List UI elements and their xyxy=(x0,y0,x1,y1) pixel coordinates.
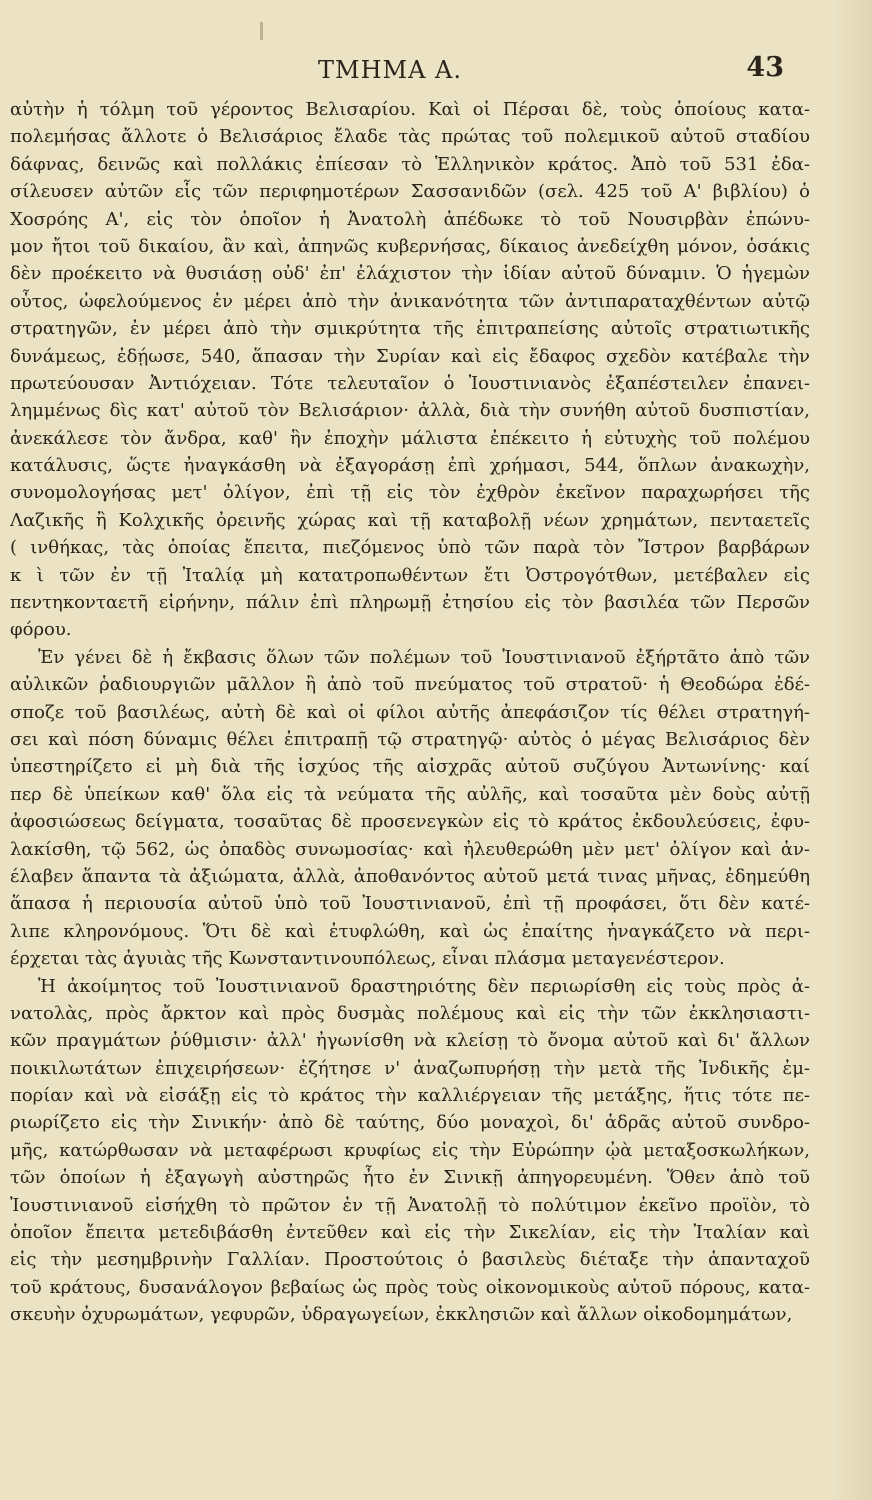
text-line: σει καὶ πόση δύναμις θέλει ἐπιτραπῇ τῷ στρατηγῷ· αὐτὸς ὁ μέγας Βελισάριος δὲν xyxy=(10,728,810,750)
text-line: σκευὴν ὀχυρωμάτων, γεφυρῶν, ὑδραγωγείων, ἐκκλησιῶν καὶ ἄλλων οἰκοδομημάτων, xyxy=(10,1304,793,1326)
paragraph xyxy=(10,973,810,1329)
text-line: πεντηκονταετῆ εἰρήνην, πάλιν ἐπὶ πληρωμῇ ἐτησίου εἰς τὸν βασιλέα τῶν Περσῶν xyxy=(10,592,810,614)
text-line: κ ὶ τῶν ἐν τῇ Ἰταλίᾳ μὴ κατατροπωθέντων ἔτι Ὀστρογότθων, μετέβαλεν εἰς xyxy=(10,564,810,586)
text-line: κατάλυσις, ὥςτε ἠναγκάσθη νὰ ἐξαγοράσῃ ἐπὶ χρήμασι, 544, ὅπλων ἀνακωχὴν, xyxy=(10,455,810,477)
text-line: δάφνας, δεινῶς καὶ πολλάκις ἐπίεσαν τὸ Ἑλληνικὸν κράτος. Ἀπὸ τοῦ 531 ἐδα- xyxy=(10,153,810,175)
text-line: αὐτὴν ἡ τόλμη τοῦ γέροντος Βελισαρίου. Καὶ οἱ Πέρσαι δὲ, τοὺς ὁποίους κατα- xyxy=(10,99,810,120)
text-line: εἰς τὴν μεσημβρινὴν Γαλλίαν. Προστούτοις ὁ βασιλεὺς διέταξε τὴν ἁπανταχοῦ xyxy=(10,1249,810,1271)
page-number: 43 xyxy=(746,52,784,83)
text-line: ποικιλωτάτων ἐπιχειρήσεων· ἐζήτησε ν' ἀναζωπυρήσῃ τὴν μετὰ τῆς Ἰνδικῆς ἐμ- xyxy=(10,1057,810,1079)
text-line: μῆς, κατώρθωσαν νὰ μεταφέρωσι κρυφίως εἰς τὴν Εὐρώπην ᾠὰ μεταξοσκωλήκων, xyxy=(10,1139,810,1161)
text-body xyxy=(10,96,810,1329)
text-line: δὲν προέκειτο νὰ θυσιάσῃ οὐδ' ἐπ' ἐλάχιστον τὴν ἰδίαν αὐτοῦ δύναμιν. Ὁ ἡγεμὼν xyxy=(10,263,810,285)
page-edge-shadow xyxy=(832,0,872,1500)
section-title: ΤΜΗΜΑ Α. xyxy=(318,56,463,84)
text-line: περ δὲ ὑπείκων καθ' ὅλα εἰς τὰ νεύματα τῆς αὐλῆς, καὶ τοσαῦτα μὲν δοὺς αὐτῇ xyxy=(10,783,810,805)
text-line: Χοσρόης Α', εἰς τὸν ὁποῖον ἡ Ἀνατολὴ ἀπέδωκε τὸ τοῦ Νουσιρβὰν ἐπώνυ- xyxy=(10,208,810,230)
text-line: λημμένως δὶς κατ' αὐτοῦ τὸν Βελισάριον· ἀλλὰ, διὰ τὴν συνήθη αὐτοῦ δυσπιστίαν, xyxy=(10,400,810,422)
text-line: Λαζικῆς ἢ Κολχικῆς ὀρεινῆς χώρας καὶ τῇ καταβολῇ νέων χρημάτων, πενταετεῖς xyxy=(10,509,810,531)
text-line: Ἐν γένει δὲ ἡ ἔκβασις ὅλων τῶν πολέμων τοῦ Ἰουστινιανοῦ ἐξήρτᾶτο ἀπὸ τῶν xyxy=(38,646,810,668)
text-line: αὐλικῶν ῥαδιουργιῶν μᾶλλον ἢ ἀπὸ τοῦ πνεύματος τοῦ στρατοῦ· ἡ Θεοδώρα ἐδέ- xyxy=(10,674,810,696)
running-header xyxy=(0,52,872,92)
text-line: λακίσθη, τῷ 562, ὡς ὀπαδὸς συνωμοσίας· καὶ ἠλευθερώθη μὲν μετ' ὀλίγον καὶ ἀν- xyxy=(10,838,810,860)
page-mark xyxy=(260,22,263,40)
text-line: ριωρίζετο εἰς τὴν Σινικήν· ἀπὸ δὲ ταύτης, δύο μοναχοὶ, δι' ἁδρᾶς αὐτοῦ συνδρο- xyxy=(10,1112,810,1134)
text-line: νατολὰς, πρὸς ἄρκτον καὶ πρὸς δυσμὰς πολέμους καὶ εἰς τὴν τῶν ἐκκλησιαστι- xyxy=(10,1002,810,1024)
text-line: έλαβεν ἅπαντα τὰ ἀξιώματα, ἀλλὰ, ἀποθανόντος αὐτοῦ μετά τινας μῆνας, ἐδημεύθη xyxy=(10,865,810,887)
text-line: συνομολογήσας μετ' ὀλίγον, ἐπὶ τῇ εἰς τὸν ἐχθρὸν ἐκεῖνον παραχωρήσει τῆς xyxy=(10,482,810,504)
text-line: ἅπασα ἡ περιουσία αὐτοῦ ὑπὸ τοῦ Ἰουστινιανοῦ, ἐπὶ τῇ προφάσει, ὅτι δὲν κατέ- xyxy=(10,893,810,915)
text-line: τῶν ὁποίων ἡ ἐξαγωγὴ αὐστηρῶς ἦτο ἐν Σινικῇ ἀπηγορευμένη. Ὅθεν ἀπὸ τοῦ xyxy=(10,1167,810,1189)
text-line: ἀνεκάλεσε τὸν ἄνδρα, καθ' ἣν ἐποχὴν μάλιστα ἐπέκειτο ἡ εὐτυχὴς τοῦ πολέμου xyxy=(10,427,810,449)
text-line: έρχεται τὰς ἀγυιὰς τῆς Κωνσταντινουπόλεως, εἶναι πλάσμα μεταγενέστερον. xyxy=(10,948,725,970)
text-line: οὗτος, ὠφελούμενος ἐν μέρει ἀπὸ τὴν ἀνικανότητα τῶν ἀντιπαραταχθέντων αὐτῷ xyxy=(10,290,810,312)
text-line: στρατηγῶν, ἐν μέρει ἀπὸ τὴν σμικρύτητα τῆς ἐπιτραπείσης αὐτοῖς στρατιωτικῆς xyxy=(10,318,810,340)
paragraph xyxy=(10,96,810,644)
text-line: ὑπεστηρίζετο εἰ μὴ διὰ τῆς ἰσχύος τῆς αἰσχρᾶς αὐτοῦ συζύγου Ἀντωνίνης· καί xyxy=(10,756,810,778)
text-line: Ἡ ἀκοίμητος τοῦ Ἰουστινιανοῦ δραστηριότης δὲν περιωρίσθη εἰς τοὺς πρὸς ἀ- xyxy=(38,975,810,997)
text-line: Ἰουστινιανοῦ εἰσήχθη τὸ πρῶτον ἐν τῇ Ἀνατολῇ τὸ πολύτιμον ἐκεῖνο προϊὸν, τὸ xyxy=(10,1194,810,1216)
text-line: κῶν πραγμάτων ῥύθμισιν· ἀλλ' ἠγωνίσθη νὰ κλείσῃ τὸ ὄνομα αὐτοῦ καὶ δι' ἄλλων xyxy=(10,1030,810,1052)
text-line: ἀφοσιώσεως δείγματα, τοσαῦτας δὲ προσενεγκὼν εἰς τὸ κράτος ἐκδουλεύσεις, ἐφυ- xyxy=(10,811,810,833)
text-line: δυνάμεως, ἐδῄωσε, 540, ἅπασαν τὴν Συρίαν καὶ εἰς ἔδαφος σχεδὸν κατέβαλε τὴν xyxy=(10,345,810,367)
text-line: πορίαν καὶ νὰ εἰσάξῃ εἰς τὸ κράτος τὴν καλλιέργειαν τῆς μετάξης, ἥτις τότε πε- xyxy=(10,1085,810,1107)
text-line: ( ινθήκας, τὰς ὁποίας ἔπειτα, πιεζόμενος ὑπὸ τῶν παρὰ τὸν Ἴστρον βαρβάρων xyxy=(10,537,810,559)
text-line: φόρου. xyxy=(10,619,72,641)
paragraph xyxy=(10,644,810,973)
text-line: τοῦ κράτους, δυσανάλογον βεβαίως ὡς πρὸς τοὺς οἰκονομικοὺς αὐτοῦ πόρους, κατα- xyxy=(10,1276,810,1298)
text-line: πρωτεύουσαν Ἀντιόχειαν. Τότε τελευταῖον ὁ Ἰουστινιανὸς ἐξαπέστειλεν ἐπανει- xyxy=(10,372,810,394)
text-line: πολεμήσας ἄλλοτε ὁ Βελισάριος ἔλαδε τὰς πρώτας τοῦ πολεμικοῦ αὐτοῦ σταδίου xyxy=(10,126,810,148)
text-line: μον ἤτοι τοῦ δικαίου, ἂν καὶ, ἀπηνῶς κυβερνήσας, δίκαιος ἀνεδείχθη μόνον, ὁσάκις xyxy=(10,235,810,257)
text-line: σίλευσεν αὐτῶν εἷς τῶν περιφημοτέρων Σασσανιδῶν (σελ. 425 τοῦ Α' βιβλίου) ὁ xyxy=(10,181,810,203)
text-line: σποζε τοῦ βασιλέως, αὐτὴ δὲ καὶ οἱ φίλοι αὐτῆς ἀπεφάσιζον τίς θέλει στρατηγή- xyxy=(10,701,810,723)
text-line: ὁποῖον ἔπειτα μετεδιβάσθη ἐντεῦθεν καὶ εἰς τὴν Σικελίαν, εἰς τὴν Ἰταλίαν καὶ xyxy=(10,1222,810,1244)
text-line: λιπε κληρονόμους. Ὅτι δὲ καὶ ἐτυφλώθη, καὶ ὡς ἐπαίτης ἠναγκάζετο νὰ περι- xyxy=(10,920,810,942)
